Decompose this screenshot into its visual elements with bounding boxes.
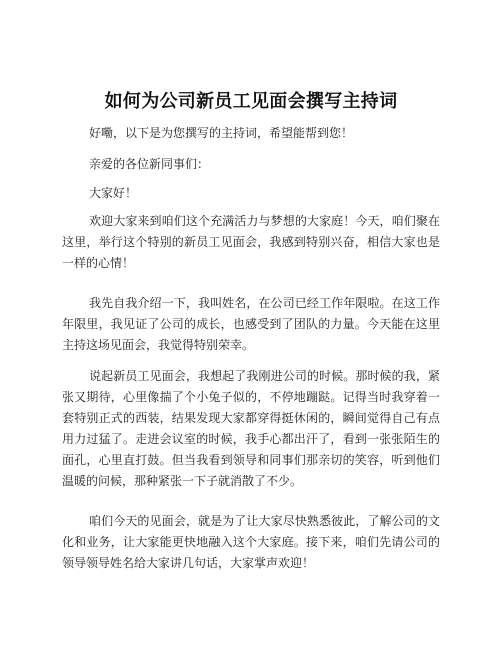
hello-paragraph: 大家好！ bbox=[89, 186, 138, 200]
self-intro-paragraph: 我先自我介绍一下，我叫姓名，在公司已经工作年限啦。在这工作年限里，我见证了公司的成长，也感受到了团队的力量。今天能在这里主持这场见面会，我觉得特别荣幸。 bbox=[62, 296, 440, 352]
memory-paragraph: 说起新员工见面会，我想起了我刚进公司的时候。那时候的我，紧张又期待，心里像揣了个小兔子似的，不停地蹦跶。记得当时我穿着一套特别正式的西装，结果发现大家都穿得挺休闲的，瞬间觉得自己有点用力过猛了。走进会议室的时候，我手心都出汗了，看到一张张陌生的面孔，心里直打鼓。但当我看到领导和同事们那亲切的笑容，听到他们温暖的问候，那种紧张一下子就消散了不少。 bbox=[62, 369, 440, 488]
intro-paragraph: 好嘞，以下是为您撰写的主持词，希望能帮到您！ bbox=[89, 126, 354, 140]
welcome-paragraph: 欢迎大家来到咱们这个充满活力与梦想的大家庭！今天，咱们聚在这里，举行这个特别的新员工见面会，我感到特别兴奋，相信大家也是一样的心情！ bbox=[62, 214, 440, 270]
purpose-paragraph: 咱们今天的见面会，就是为了让大家尽快熟悉彼此，了解公司的文化和业务，让大家能更快地融入这个大家庭。接下来，咱们先请公司的领导领导姓名给大家讲几句话，大家掌声欢迎！ bbox=[62, 514, 440, 570]
greeting-paragraph: 亲爱的各位新同事们： bbox=[89, 157, 210, 171]
document-title: 如何为公司新员工见面会撰写主持词 bbox=[104, 91, 398, 112]
